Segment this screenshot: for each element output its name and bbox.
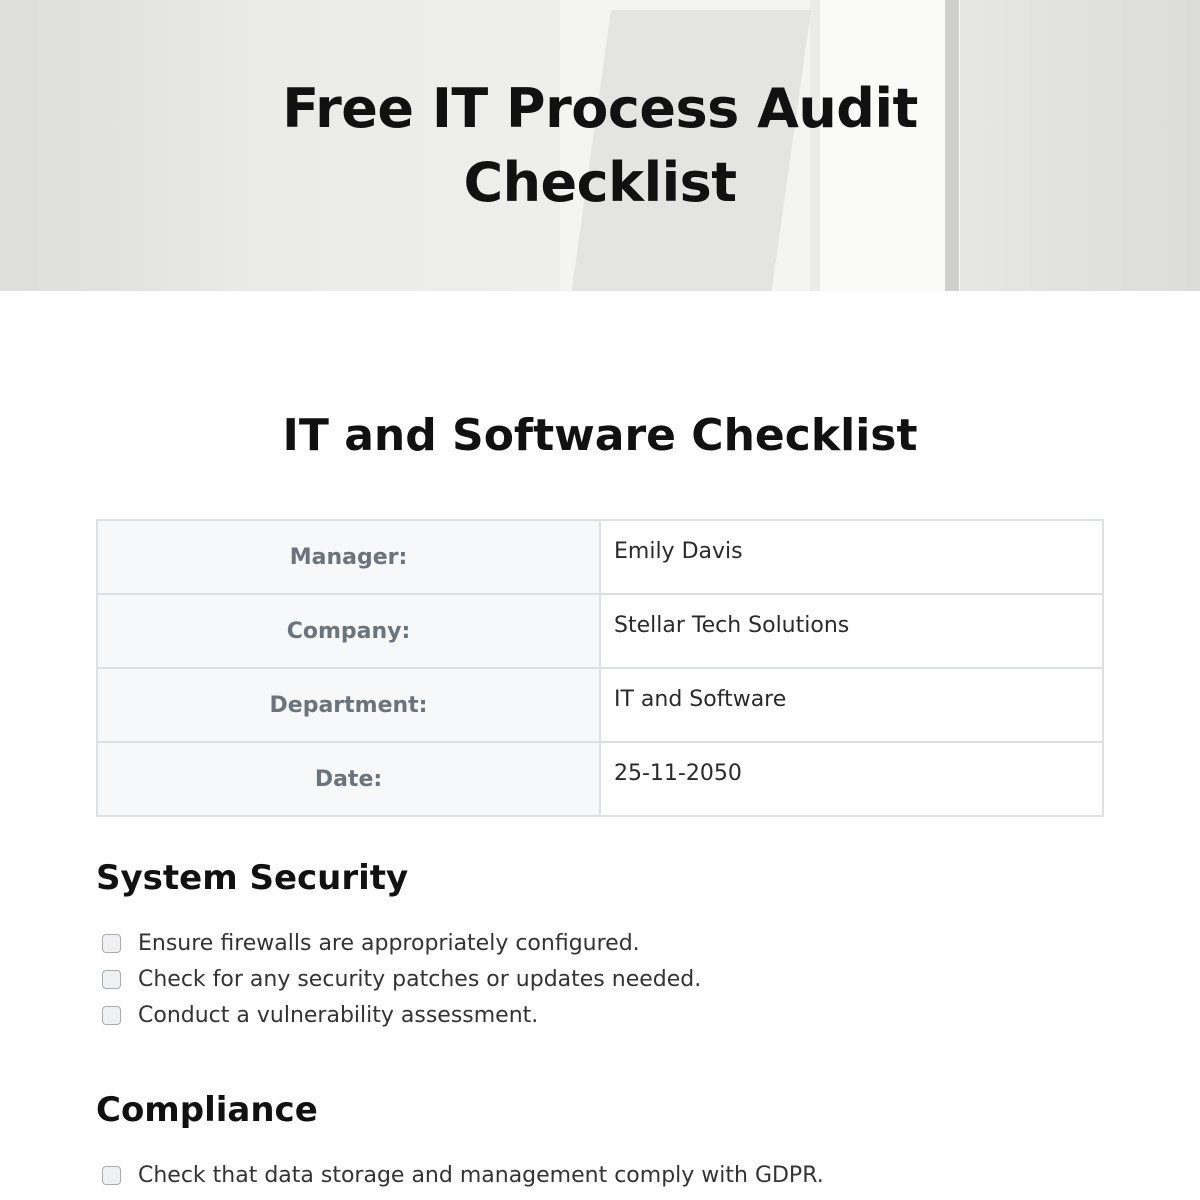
section-heading-system-security: System Security	[96, 858, 409, 898]
info-label: Department:	[97, 668, 600, 742]
info-label: Manager:	[97, 520, 600, 594]
checklist-item	[102, 997, 701, 1033]
checklist-item-text: Conduct a vulnerability assessment.	[138, 1002, 539, 1028]
document-title: IT and Software Checklist	[282, 410, 918, 461]
info-label: Date:	[97, 742, 600, 816]
checklist-item	[102, 1157, 824, 1193]
checklist-item-text: Check for any security patches or updates needed.	[138, 966, 702, 992]
info-value: IT and Software	[600, 668, 1103, 742]
checkbox[interactable]	[102, 934, 121, 953]
checklist-item	[102, 925, 701, 961]
section-heading-compliance: Compliance	[96, 1090, 318, 1130]
checklist-item	[102, 961, 701, 997]
hero-title	[0, 72, 1200, 220]
checkbox[interactable]	[102, 970, 121, 989]
info-value: 25-11-2050	[600, 742, 1103, 816]
hero-banner	[0, 0, 1200, 291]
info-value: Emily Davis	[600, 520, 1103, 594]
info-table	[96, 519, 1104, 817]
checklist-item-text: Check that data storage and management comply with GDPR.	[138, 1162, 824, 1188]
checklist-compliance	[102, 1157, 824, 1193]
hero-title-line-2: Checklist	[463, 151, 737, 214]
info-value: Stellar Tech Solutions	[600, 594, 1103, 668]
info-row-company	[97, 594, 1103, 668]
hero-title-line-1: Free IT Process Audit	[282, 77, 918, 140]
info-row-date	[97, 742, 1103, 816]
checklist-system-security	[102, 925, 701, 1033]
checkbox[interactable]	[102, 1166, 121, 1185]
info-row-manager	[97, 520, 1103, 594]
checkbox[interactable]	[102, 1006, 121, 1025]
info-row-department	[97, 668, 1103, 742]
checklist-item-text: Ensure firewalls are appropriately configured.	[138, 930, 640, 956]
info-label: Company:	[97, 594, 600, 668]
